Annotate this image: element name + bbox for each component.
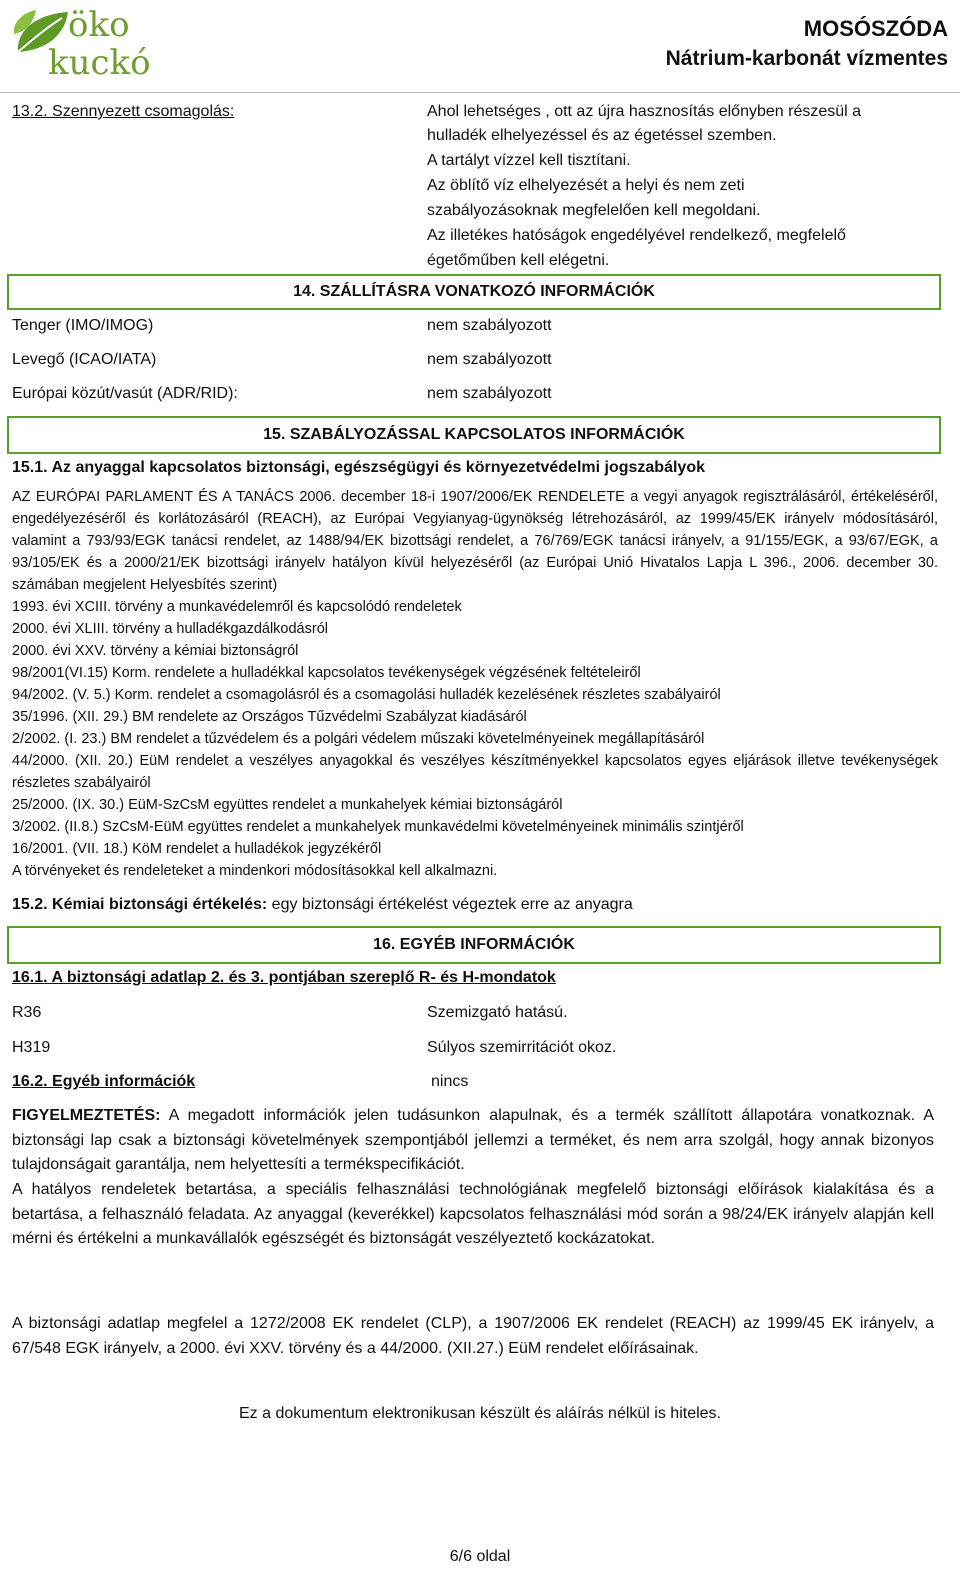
law-item: 25/2000. (IX. 30.) EüM-SzCsM együttes rendelet a munkahelyek kémiai biztonságáról xyxy=(12,797,563,813)
phrase-code: H319 xyxy=(12,1039,51,1056)
law-item: A törvényeket és rendeleteket a mindenkori módosításokkal kell alkalmazni. xyxy=(12,863,498,879)
section-15-2 xyxy=(12,893,633,917)
phrase-text: Súlyos szemirritációt okoz. xyxy=(427,1039,617,1056)
section-15-1-heading: 15.1. Az anyaggal kapcsolatos biztonsági, egészségügyi és környezetvédelmi jogszabályok xyxy=(12,459,705,476)
section-15-2-label: 15.2. Kémiai biztonsági értékelés: xyxy=(12,896,268,913)
oko-kucko-logo xyxy=(10,4,150,88)
page-header xyxy=(0,0,960,93)
transport-value: nem szabályozott xyxy=(427,385,552,402)
reach-regulation-text: AZ EURÓPAI PARLAMENT ÉS A TANÁCS 2006. december 18-i 1907/2006/EK RENDELETE a vegyi anyagok regisztrálásáról, értékeléséről, engedélyezéséről és korlátozásáról (REACH), az Európai Vegyianyag-ügynökség létrehozásáról, az 1999/45/EK irányelv módosításáról, valamint a 793/93/EGK tanácsi rendelet, az 1488/94/EK bizottsági rendelet, a 76/769/EGK tanácsi irányelv, a 91/155/EGK, a 93/67/EGK, a 93/105/EK és a 2000/21/EK bizottsági irányelv hatályon kívül helyezéséről (az Európai Unió Hivatalos Lapja L 396., 2006. december 30. számában megjelent Helyesbítés szerint) xyxy=(12,489,938,593)
transport-label: Európai közút/vasút (ADR/RID): xyxy=(12,385,238,402)
law-item: 44/2000. (XII. 20.) EüM rendelet a veszélyes anyagokkal és veszélyes készítményekkel kapcsolatos egyes eljárások illetve tevékenységek részletes szabályairól xyxy=(12,753,938,791)
s13-line: Az öblítő víz elhelyezését a helyi és nem zeti xyxy=(427,177,745,194)
transport-label: Tenger (IMO/IMOG) xyxy=(12,317,154,334)
transport-value: nem szabályozott xyxy=(427,317,552,334)
signature-note: Ez a dokumentum elektronikusan készült és aláírás nélkül is hiteles. xyxy=(238,1405,721,1422)
section-13-2-label: 13.2. Szennyezett csomagolás: xyxy=(12,103,235,120)
section-15-2-value: egy biztonsági értékelést végeztek erre az anyagra xyxy=(267,896,633,913)
law-item: 16/2001. (VII. 18.) KöM rendelet a hulladékok jegyzékéről xyxy=(12,841,382,857)
section-14-heading: 14. SZÁLLÍTÁSRA VONATKOZÓ INFORMÁCIÓK xyxy=(7,274,941,310)
section-16-1-heading: 16.1. A biztonsági adatlap 2. és 3. pontjában szereplő R- és H-mondatok xyxy=(12,969,556,986)
law-item: 3/2002. (II.8.) SzCsM-EüM együttes rendelet a munkahelyek munkavédelmi követelményeinek minimális szintjéről xyxy=(12,819,744,835)
product-subtitle: Nátrium-karbonát vízmentes xyxy=(665,47,948,70)
product-name: MOSÓSZÓDA xyxy=(803,16,948,41)
warning-label: FIGYELMEZTETÉS: xyxy=(12,1107,161,1124)
law-item: 2000. évi XXV. törvény a kémiai biztonságról xyxy=(12,643,299,659)
phrase-text: Szemizgató hatású. xyxy=(427,1004,568,1021)
logo-line-2: kuckó xyxy=(48,43,151,83)
document-title xyxy=(666,14,948,74)
s13-line: Ahol lehetséges , ott az újra hasznosítás előnyben részesül a xyxy=(427,103,862,120)
law-item: 35/1996. (XII. 29.) BM rendelete az Országos Tűzvédelmi Szabályzat kiadásáról xyxy=(12,709,527,725)
s13-line: szabályozásoknak megfelelően kell megoldani. xyxy=(427,202,761,219)
s13-line: égetőműben kell elégetni. xyxy=(427,252,610,269)
section-16-2-label: 16.2. Egyéb információk xyxy=(12,1073,196,1090)
page-number: 6/6 oldal xyxy=(449,1548,511,1565)
s13-line: A tartályt vízzel kell tisztítani. xyxy=(427,152,631,169)
law-item: 94/2002. (V. 5.) Korm. rendelet a csomagolásról és a csomagolási hulladék kezelésének részletes szabályairól xyxy=(12,687,721,703)
law-item: 2/2002. (I. 23.) BM rendelet a tűzvédelem és a polgári védelem műszaki követelményeinek megállapításáról xyxy=(12,731,705,747)
responsibility-paragraph: A hatályos rendeletek betartása, a speciális felhasználási technológiának megfelelő biztonsági előírások kialakítása és a betartása, a felhasználó feladata. Az anyaggal (keverékkel) kapcsolatos felhasználási mód során a 98/24/EK irányelv alapján kell mérni és értékelni a munkavállalók egészségét és biztonságát veszélyeztető kockázatokat. xyxy=(12,1181,934,1247)
warning-paragraph xyxy=(12,1104,934,1178)
section-15-heading: 15. SZABÁLYOZÁSSAL KAPCSOLATOS INFORMÁCIÓK xyxy=(7,416,941,454)
regulation-list xyxy=(12,486,938,882)
compliance-paragraph: A biztonsági adatlap megfelel a 1272/2008 EK rendelet (CLP), a 1907/2006 EK rendelet (REACH) az 1999/45 EK irányelv, a 67/548 EGK irányelv, a 2000. évi XXV. törvény és a 44/2000. (XII.27.) EüM rendelet előírásainak. xyxy=(12,1315,934,1357)
transport-value: nem szabályozott xyxy=(427,351,552,368)
law-item: 98/2001(VI.15) Korm. rendelete a hulladékkal kapcsolatos tevékenységek végzésének feltételeiről xyxy=(12,665,641,681)
phrase-code: R36 xyxy=(12,1004,42,1021)
section-16-heading: 16. EGYÉB INFORMÁCIÓK xyxy=(7,926,941,964)
law-item: 1993. évi XCIII. törvény a munkavédelemről és kapcsolódó rendeletek xyxy=(12,599,462,615)
section-16-2-value: nincs xyxy=(431,1073,469,1090)
law-item: 2000. évi XLIII. törvény a hulladékgazdálkodásról xyxy=(12,621,328,637)
s13-line: hulladék elhelyezéssel és az égetéssel szemben. xyxy=(427,127,777,144)
logo-line-1: öko xyxy=(68,5,130,45)
transport-label: Levegő (ICAO/IATA) xyxy=(12,351,157,368)
warning-text: A megadott információk jelen tudásunkon alapulnak, és a termék szállított állapotára vonatkoznak. A biztonsági lap csak a biztonsági követelmények szempontjából jellemzi a terméket, és nem arra szolgál, hogy annak bizonyos tulajdonságait garantálja, nem helyettesíti a termékspecifikációt. xyxy=(12,1107,934,1173)
s13-line: Az illetékes hatóságok engedélyével rendelkező, megfelelő xyxy=(427,227,846,244)
